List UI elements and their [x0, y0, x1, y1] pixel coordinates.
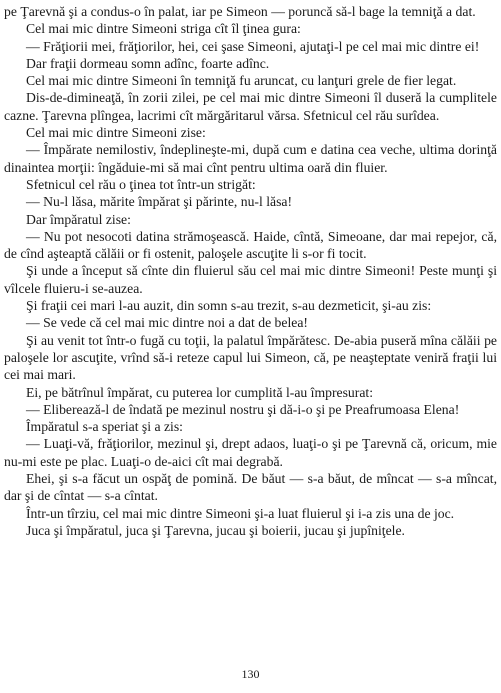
paragraph: Într-un tîrziu, cel mai mic dintre Simeoni şi-a luat fluierul şi i-a zis una de joc. [26, 505, 455, 521]
paragraph: — Se vede că cel mai mic dintre noi a dat de belea! [26, 315, 308, 331]
paragraph: Împăratul s-a speriat şi a zis: [26, 419, 183, 435]
paragraph: Şi fraţii cei mari l-au auzit, din somn s-au trezit, s-au dezmeticit, şi-au zis: [26, 298, 432, 314]
paragraph: pe Ţarevnă şi a condus-o în palat, iar pe Simeon — poruncă să-l bage la temniţă a dat. [4, 4, 476, 19]
paragraph: Şi au venit tot într-o fugă cu toţii, la palatul împărătesc. De-abia puseră mîna călăii pe paloşele lor ascuţite, vrînd să-i reteze capul lui Simeon, că, pe neaşteptate veniră fraţii lui cei mai mari. [4, 332, 497, 383]
page-number: 130 [241, 667, 260, 681]
paragraph: Juca şi împăratul, juca şi Ţarevna, jucau şi boierii, jucau şi jupîniţele. [26, 522, 405, 538]
paragraph: — Nu pot nesocoti datina strămoşească. Haide, cîntă, Simeoane, dar mai repejor, că, de cînd aşteaptă călăii or fi ostenit, paloşele ascuţite li s-or fi tocit. [4, 228, 497, 262]
paragraph: Şi unde a început să cînte din fluierul său cel mai mic dintre Simeoni! Peste munţi şi vîlcele fluieru-i se-auzea. [4, 263, 497, 296]
paragraph: Dar împăratul zise: [26, 211, 131, 227]
paragraph: Dis-de-dimineaţă, în zorii zilei, pe cel mai mic dintre Simeoni îl duseră la cumplitele cazne. Ţarevna plîngea, lacrimi cît mărgăritarul vărsa. Sfetnicul cel rău surîdea. [4, 90, 497, 123]
paragraph: Dar fraţii dormeau somn adînc, foarte adînc. [26, 55, 270, 71]
paragraph: Sfetnicul cel rău o ţinea tot într-un strigăt: [26, 176, 256, 192]
page-body-text [4, 3, 497, 539]
paragraph: — Nu-l lăsa, mărite împărat şi părinte, nu-l lăsa! [26, 194, 293, 210]
paragraph: Cel mai mic dintre Simeoni zise: [26, 125, 206, 141]
paragraph: Cel mai mic dintre Simeoni în temniţă fu aruncat, cu lanţuri grele de fier legat. [26, 73, 457, 89]
paragraph: — Eliberează-l de îndată pe mezinul nostru şi dă-i-o şi pe Preafrumoasa Elena! [26, 401, 460, 417]
paragraph: — Frăţiorii mei, frăţiorilor, hei, cei şase Simeoni, ajutaţi-l pe cel mai mic dintre ei! [26, 38, 480, 54]
paragraph: Cel mai mic dintre Simeoni striga cît îl ţinea gura: [26, 21, 301, 37]
paragraph: Ehei, şi s-a făcut un ospăţ de pomină. De băut — s-a băut, de mîncat — s-a mîncat, dar şi de cîntat — s-a cîntat. [4, 471, 497, 504]
paragraph: — Împărate nemilostiv, îndeplineşte-mi, după cum e datina cea veche, ultima dorinţă dinaintea morţii: îngăduie-mi să mai cînt pentru ultima oară din fluier. [4, 142, 497, 175]
paragraph: Ei, pe bătrînul împărat, cu puterea lor cumplită l-au împresurat: [26, 384, 374, 400]
paragraph: — Luaţi-vă, frăţiorilor, mezinul şi, drept adaos, luaţi-o şi pe Ţarevnă că, oricum, mie nu-mi este pe plac. Luaţi-o de-aici cît mai degrabă. [4, 436, 497, 469]
